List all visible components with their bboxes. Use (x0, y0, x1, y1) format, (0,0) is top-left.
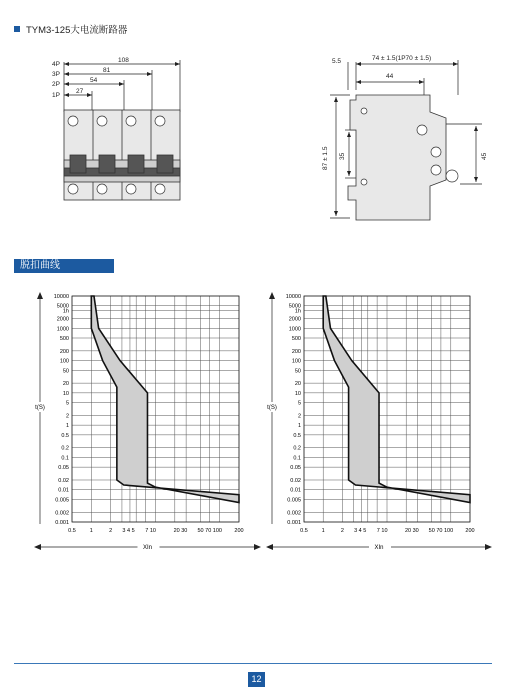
x-tick-label: 7 10 (376, 528, 388, 534)
y-tick-label: 1000 (56, 326, 69, 333)
y-tick-label: 500 (59, 336, 69, 343)
y-tick-label: 0.2 (293, 445, 301, 452)
y-tick-label: 0.002 (55, 510, 69, 517)
y-tick-label: 50 (294, 368, 301, 375)
y-tick-label: 2 (297, 413, 301, 420)
x-tick-label: 50 70 100 (197, 528, 222, 534)
y-tick-label: 5 (65, 400, 69, 407)
arrow-up-icon (37, 292, 43, 299)
dim-5-5: 5.5 (332, 58, 342, 65)
x-tick-label: 0.5 (68, 528, 76, 534)
y-tick-label: 50 (62, 368, 69, 375)
y-tick-label: 10000 (285, 294, 301, 300)
y-tick-label: 0.001 (55, 520, 69, 526)
y-tick-label: 0.05 (290, 465, 301, 472)
arrow-right-icon (254, 544, 261, 550)
dim-74: 74 ± 1.5(1P70 ± 1.5) (372, 55, 432, 62)
trip-curve-band (323, 296, 470, 503)
dim-44: 44 (386, 73, 394, 80)
dim-87: 87 ± 1.5 (322, 146, 329, 170)
y-tick-label: 5 (297, 400, 301, 407)
y-tick-label: 1000 (288, 326, 301, 333)
x-tick-label: 3 4 5 (122, 528, 135, 534)
x-tick-label: 2 (340, 528, 344, 534)
y-tick-label: 0.2 (61, 445, 69, 452)
x-tick-label: 20 30 (404, 528, 419, 534)
trip-curve-band (91, 296, 239, 503)
x-tick-label: 1 (321, 528, 325, 534)
y-tick-label: 0.01 (290, 487, 301, 494)
y-tick-label: 0.005 (55, 497, 69, 504)
label-1p: 1P (52, 92, 60, 99)
y-tick-label: 1 (297, 423, 301, 430)
x-tick-label: 200 (465, 528, 475, 534)
label-3p: 3P (52, 71, 60, 78)
y-tick-label: 2000 (288, 316, 301, 323)
section-title: 脱扣曲线 (14, 259, 114, 273)
dim-81: 81 (103, 67, 111, 74)
y-tick-label: 5000 (288, 303, 301, 310)
page-number: 12 (248, 672, 265, 687)
dim-108: 108 (118, 57, 129, 64)
y-tick-label: 0.1 (293, 455, 301, 462)
x-tick-label: 20 30 (173, 528, 188, 534)
x-tick-label: 7 10 (145, 528, 156, 534)
arrow-left-icon (266, 544, 273, 550)
x-tick-label: 2 (109, 528, 113, 534)
y-axis-label: t(S) (267, 405, 277, 411)
trip-curve-chart-2 (264, 292, 492, 552)
dim-54: 54 (90, 77, 98, 84)
y-axis-label: t(S) (35, 405, 45, 411)
label-2p: 2P (52, 81, 60, 88)
y-tick-label: 1h (294, 308, 301, 315)
y-tick-label: 0.05 (58, 465, 69, 472)
y-tick-label: 0.1 (61, 455, 69, 462)
label-4p: 4P (52, 61, 60, 68)
y-tick-label: 10000 (53, 294, 69, 300)
y-tick-label: 2 (65, 413, 69, 420)
arrow-up-icon (269, 292, 275, 299)
footer-rule (14, 663, 492, 664)
x-axis-label: XIn (374, 545, 384, 551)
x-tick-label: 3 4 5 (354, 528, 367, 534)
x-tick-label: 1 (89, 528, 93, 534)
dim-27: 27 (76, 88, 84, 95)
y-tick-label: 0.002 (287, 510, 301, 517)
y-tick-label: 20 (62, 381, 69, 388)
y-tick-label: 0.001 (287, 520, 301, 526)
y-tick-label: 200 (59, 348, 69, 355)
y-tick-label: 1h (62, 308, 69, 315)
y-tick-label: 1 (65, 423, 69, 430)
y-tick-label: 0.02 (290, 477, 301, 484)
dim-35: 35 (339, 152, 346, 160)
x-tick-label: 50 70 100 (428, 528, 454, 534)
y-tick-label: 10 (62, 390, 69, 397)
y-tick-label: 0.5 (293, 432, 301, 439)
y-tick-label: 0.005 (287, 497, 301, 504)
y-tick-label: 20 (294, 381, 301, 388)
y-tick-label: 500 (291, 336, 301, 343)
arrow-left-icon (34, 544, 41, 550)
y-tick-label: 2000 (56, 316, 69, 323)
y-tick-label: 5000 (56, 303, 69, 310)
trip-curve-chart-1 (32, 292, 261, 552)
y-tick-label: 0.5 (61, 432, 69, 439)
x-tick-label: 0.5 (300, 528, 308, 534)
y-tick-label: 100 (59, 358, 69, 365)
arrow-right-icon (485, 544, 492, 550)
y-tick-label: 100 (291, 358, 301, 365)
y-tick-label: 10 (294, 390, 301, 397)
x-axis-label: XIn (142, 545, 153, 551)
x-tick-label: 200 (234, 528, 244, 534)
y-tick-label: 0.01 (58, 487, 69, 494)
header-title: TYM3-125大电流断路器 (26, 25, 128, 36)
y-tick-label: 0.02 (58, 477, 69, 484)
dim-45: 45 (481, 152, 488, 160)
y-tick-label: 200 (291, 348, 301, 355)
